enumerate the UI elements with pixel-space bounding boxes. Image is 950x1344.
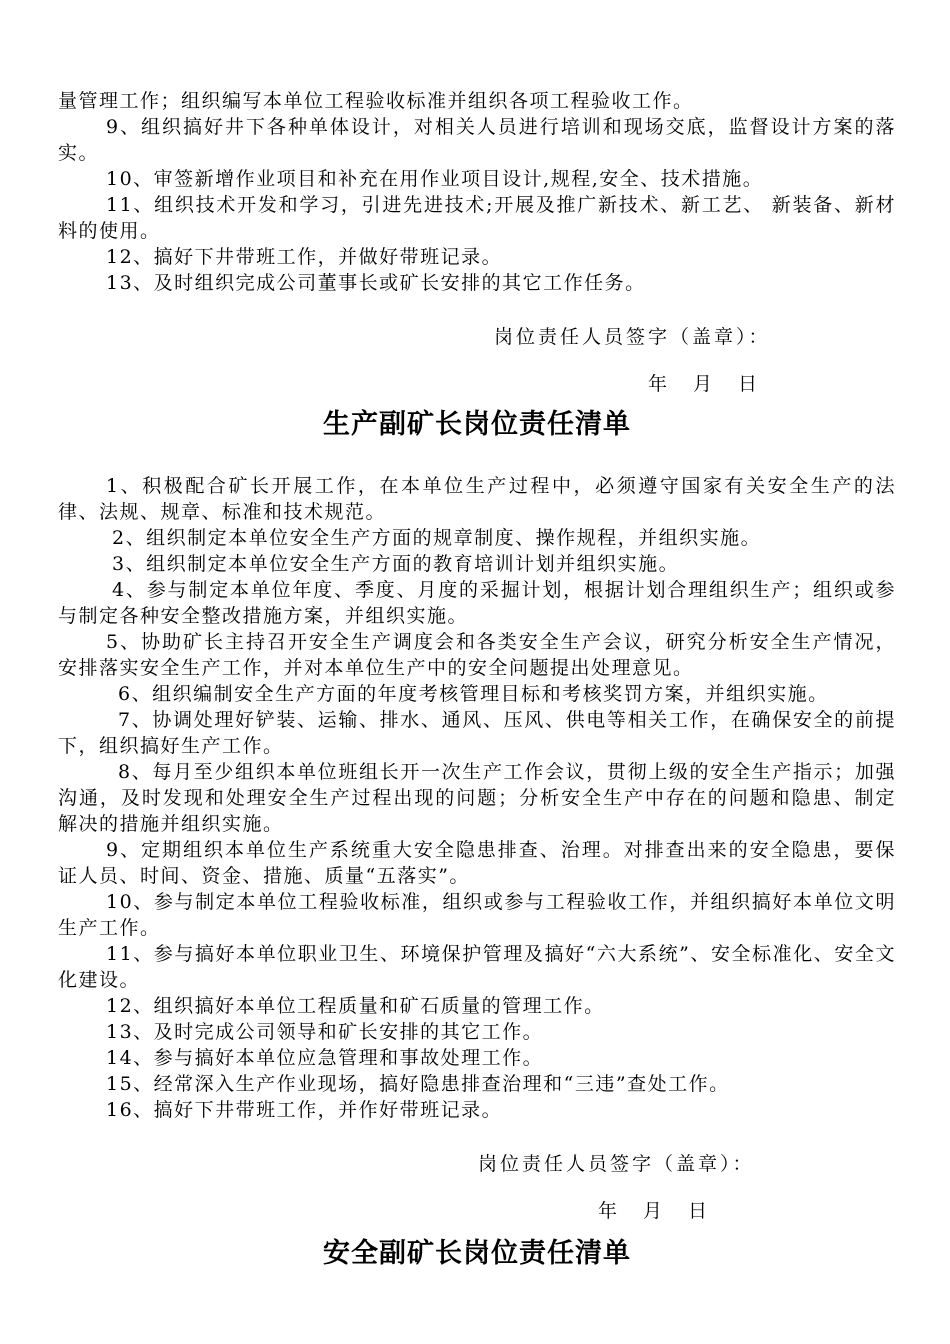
s2-item-2: 2、组织制定本单位安全生产方面的规章制度、操作规程，并组织实施。 [112, 527, 762, 549]
s1-item-9: 9、组织搞好井下各种单体设计，对相关人员进行培训和现场交底，监督设计方案的落实。 [58, 116, 896, 164]
s2-title: 生产副矿长岗位责任清单 [323, 409, 631, 440]
s1-date-year: 年 [648, 373, 668, 395]
s1-item-10: 10、审签新增作业项目和补充在用作业项目设计,规程,安全、技术措施。 [106, 168, 764, 190]
s2-item-3: 3、组织制定本单位安全生产方面的教育培训计划并组织实施。 [112, 553, 680, 575]
s1-date-month: 月 [693, 373, 713, 395]
s2-item-12: 12、组织搞好本单位工程质量和矿石质量的管理工作。 [106, 995, 605, 1017]
s2-date-month: 月 [643, 1200, 663, 1222]
s2-date-day: 日 [688, 1200, 708, 1222]
s2-item-4: 4、参与制定本单位年度、季度、月度的采掘计划，根据计划合理组织生产；组织或参与制定各种安全整改措施方案，并组织实施。 [58, 579, 896, 627]
s3-title: 安全副矿长岗位责任清单 [323, 1238, 631, 1269]
s1-date-line [58, 369, 896, 396]
s2-item-13: 13、及时完成公司领导和矿长安排的其它工作。 [106, 1021, 544, 1043]
s2-date-line [58, 1196, 896, 1223]
s1-item-11: 11、组织技术开发和学习，引进先进技术;开展及推广新技术、新工艺、 新装备、新材料的使用。 [58, 194, 896, 242]
s2-item-7: 7、协调处理好铲装、运输、排水、通风、压风、供电等相关工作，在确保安全的前提下，组织搞好生产工作。 [58, 709, 896, 757]
s2-item-15: 15、经常深入生产作业现场，搞好隐患排查治理和“三违”查处工作。 [106, 1073, 730, 1095]
s1-item-0: 量管理工作；组织编写本单位工程验收标准并组织各项工程验收工作。 [58, 90, 694, 112]
s1-item-13: 13、及时组织完成公司董事长或矿长安排的其它工作任务。 [106, 272, 646, 294]
s2-item-1: 1、积极配合矿长开展工作，在本单位生产过程中，必须遵守国家有关安全生产的法律、法规、规章、标准和技术规范。 [58, 475, 896, 523]
s2-signature-label: 岗位责任人员签字（盖章）： [478, 1153, 755, 1175]
document-page [58, 88, 896, 1270]
s2-item-8: 8、每月至少组织本单位班组长开一次生产工作会议，贯彻上级的安全生产指示；加强沟通，及时发现和处理安全生产过程出现的问题；分析安全生产中存在的问题和隐患、制定解决的措施并组织实施。 [58, 761, 896, 835]
s1-date-day: 日 [738, 373, 758, 395]
s2-item-5: 5、协助矿长主持召开安全生产调度会和各类安全生产会议，研究分析安全生产情况，安排落实安全生产工作，并对本单位生产中的安全问题提出处理意见。 [58, 631, 896, 679]
s2-item-9: 9、定期组织本单位生产系统重大安全隐患排查、治理。对排查出来的安全隐患，要保证人员、时间、资金、措施、质量“五落实”。 [58, 839, 896, 887]
s2-item-6: 6、组织编制安全生产方面的年度考核管理目标和考核奖罚方案，并组织实施。 [118, 683, 829, 705]
s2-item-10: 10、参与制定本单位工程验收标准，组织或参与工程验收工作，并组织搞好本单位文明生产工作。 [58, 891, 896, 939]
s2-item-16: 16、搞好下井带班工作，并作好带班记录。 [106, 1099, 503, 1121]
s2-item-11: 11、参与搞好本单位职业卫生、环境保护管理及搞好“六大系统”、安全标准化、安全文化建设。 [58, 943, 896, 991]
s2-item-14: 14、参与搞好本单位应急管理和事故处理工作。 [106, 1047, 544, 1069]
s1-signature-label: 岗位责任人员签字（盖章）： [494, 326, 771, 348]
s2-date-year: 年 [598, 1200, 618, 1222]
s1-item-12: 12、搞好下井带班工作，并做好带班记录。 [106, 246, 503, 268]
